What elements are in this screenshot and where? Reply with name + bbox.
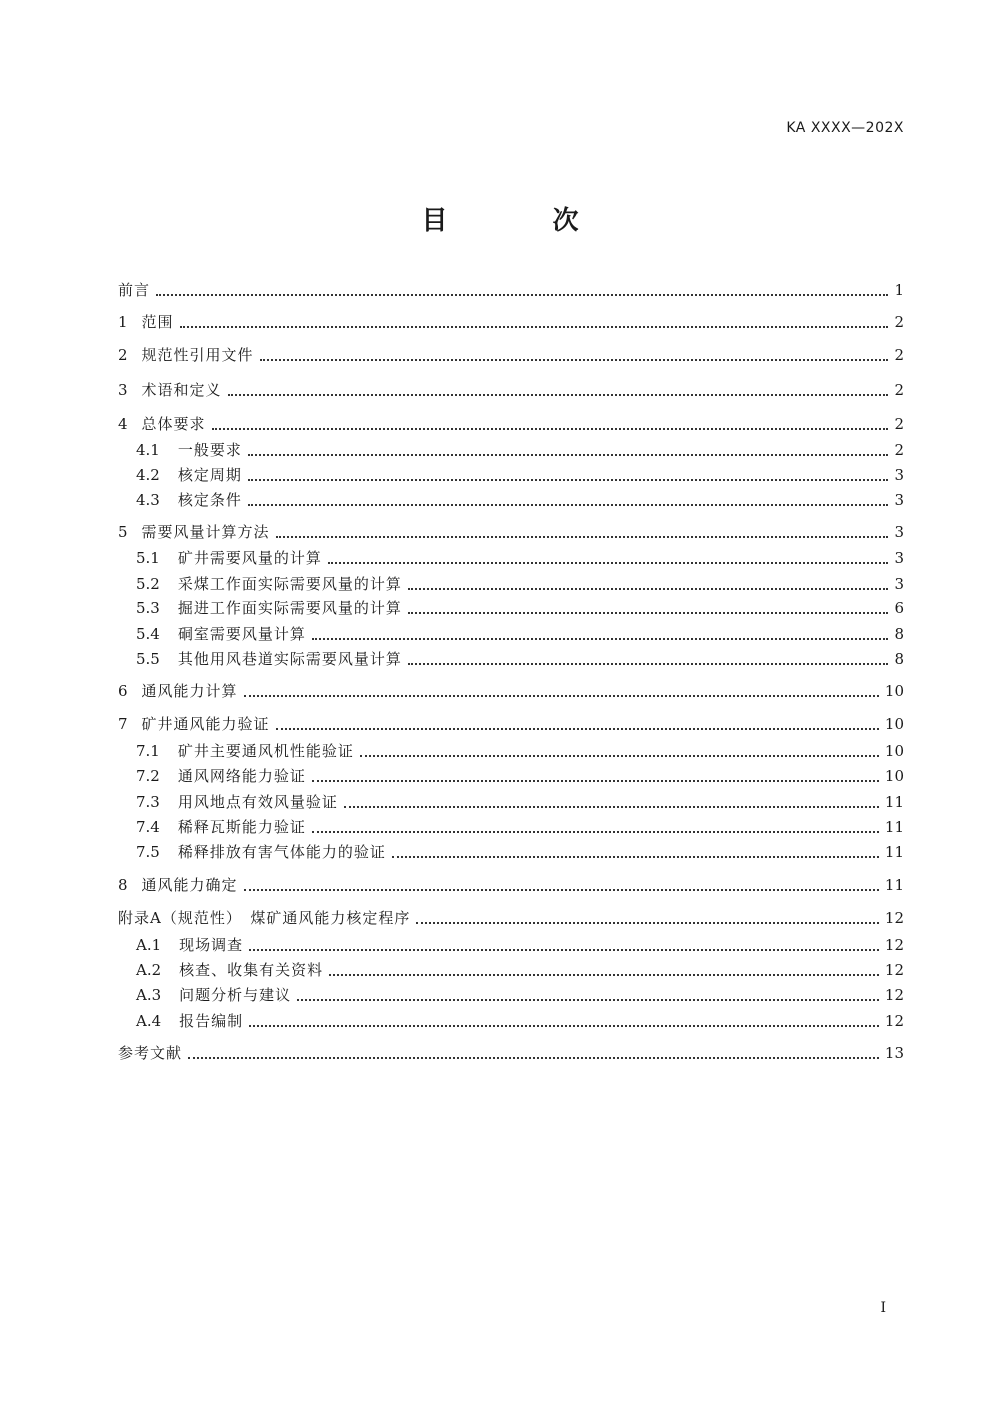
toc-entry-title: 范围 [141, 313, 174, 331]
toc-entry-page: 10 [884, 715, 904, 733]
toc-leader-dots [328, 540, 888, 564]
toc-entry-title: 问题分析与建议 [179, 986, 292, 1004]
toc-leader-dots [360, 733, 879, 757]
toc-entry-number: 3 [118, 381, 128, 399]
toc-entry-number: A.2 [136, 961, 162, 979]
toc-entry-number: 5.3 [136, 599, 160, 617]
toc-entry-page: 3 [894, 491, 904, 509]
toc-entry-title: 核定周期 [177, 466, 242, 484]
toc-leader-dots [248, 432, 888, 456]
toc-leader-dots [416, 900, 879, 924]
toc-entry-page: 12 [884, 936, 904, 954]
toc-leader-dots [312, 616, 888, 640]
toc-entry-page: 2 [894, 346, 904, 364]
toc-entry-number: 5.5 [136, 650, 160, 668]
toc-entry-title: 参考文献 [118, 1044, 183, 1062]
toc-entry-title: 一般要求 [177, 441, 242, 459]
toc-entry-page: 8 [894, 650, 904, 668]
toc-entry-page: 10 [884, 767, 904, 785]
toc-title: 目 次 [421, 206, 627, 236]
toc-entry-number: 7.3 [136, 793, 160, 811]
toc-entry-number: 6 [118, 682, 128, 700]
toc-entry-page: 12 [884, 1012, 904, 1030]
toc-leader-dots [248, 482, 888, 506]
toc-entry[interactable] [136, 841, 904, 863]
toc-entry[interactable] [118, 379, 904, 401]
toc-entry[interactable] [118, 680, 904, 702]
toc-entry-number: 5 [118, 523, 128, 541]
toc-entry-number: 7.5 [136, 843, 160, 861]
toc-entry-number: 8 [118, 876, 128, 894]
toc-entry-number: 4.3 [136, 491, 160, 509]
toc-entry-number: 2 [118, 346, 128, 364]
toc-leader-dots [180, 304, 888, 328]
toc-leader-dots [312, 758, 879, 782]
page-number: I [880, 1300, 886, 1316]
toc-entry-number: A.1 [136, 936, 162, 954]
toc-leader-dots [249, 927, 879, 951]
toc-entry-number: 1 [118, 313, 128, 331]
toc-entry-number: 4.1 [136, 441, 160, 459]
toc-entry-title: 术语和定义 [141, 381, 222, 399]
toc-leader-dots [408, 590, 888, 614]
toc-leader-dots [244, 867, 879, 891]
toc-entry-title: 矿井需要风量的计算 [177, 549, 322, 567]
toc-entry-number: 5.4 [136, 625, 160, 643]
toc-entry[interactable] [118, 311, 904, 333]
toc-entry-title: 硐室需要风量计算 [177, 625, 306, 643]
toc-entry-title: 报告编制 [179, 1012, 244, 1030]
toc-entry-title: 稀释排放有害气体能力的验证 [177, 843, 386, 861]
toc-entry-page: 10 [884, 682, 904, 700]
toc-entry-page: 11 [884, 876, 904, 894]
toc-leader-dots [276, 514, 888, 538]
toc-entry[interactable] [118, 1042, 904, 1064]
toc-entry-page: 3 [894, 549, 904, 567]
toc-leader-dots [248, 457, 888, 481]
toc-leader-dots [188, 1035, 879, 1059]
toc-leader-dots [249, 1003, 879, 1027]
toc-entry-title: 采煤工作面实际需要风量的计算 [177, 575, 402, 593]
toc-entry-title: 规范性引用文件 [141, 346, 254, 364]
toc-entry-number: 4 [118, 415, 128, 433]
toc-leader-dots [392, 834, 879, 858]
toc-leader-dots [297, 977, 879, 1001]
toc-entry[interactable] [136, 1010, 904, 1032]
toc-entry-number: 5.1 [136, 549, 160, 567]
toc-entry-page: 12 [884, 961, 904, 979]
toc-entry-page: 13 [884, 1044, 904, 1062]
toc-entry[interactable] [118, 279, 904, 301]
toc-leader-dots [276, 706, 879, 730]
toc-entry-page: 3 [894, 575, 904, 593]
toc-entry-title: 稀释瓦斯能力验证 [177, 818, 306, 836]
toc-entry-title: 核查、收集有关资料 [179, 961, 324, 979]
toc-entry-number: 5.2 [136, 575, 160, 593]
toc-entry-title: 通风能力确定 [141, 876, 238, 894]
toc-entry[interactable] [136, 648, 904, 670]
toc-entry-title: 前言 [118, 281, 151, 299]
toc-leader-dots [344, 784, 879, 808]
toc-entry[interactable] [118, 874, 904, 896]
toc-leader-dots [329, 952, 879, 976]
toc-entry-number: 7.2 [136, 767, 160, 785]
toc-entry-title: 总体要求 [141, 415, 206, 433]
toc-entry-title: 掘进工作面实际需要风量的计算 [177, 599, 402, 617]
toc-entry-title: 通风能力计算 [141, 682, 238, 700]
toc-leader-dots [244, 673, 879, 697]
toc-entry-title: 核定条件 [177, 491, 242, 509]
toc-entry-page: 11 [884, 793, 904, 811]
document-code: KA XXXX—202X [786, 120, 904, 136]
toc-entry-title: 矿井通风能力验证 [141, 715, 270, 733]
toc-entry-title: 需要风量计算方法 [141, 523, 270, 541]
toc-entry-page: 6 [894, 599, 904, 617]
toc-entry-page: 11 [884, 843, 904, 861]
toc-entry-number: 4.2 [136, 466, 160, 484]
toc-leader-dots [408, 566, 888, 590]
toc-entry-page: 12 [884, 909, 904, 927]
toc-entry[interactable] [118, 907, 904, 929]
toc-entry-number: 7.4 [136, 818, 160, 836]
toc-entry-page: 1 [894, 281, 904, 299]
toc-entry-page: 2 [894, 441, 904, 459]
toc-leader-dots [312, 809, 879, 833]
toc-entry-title: 现场调查 [179, 936, 244, 954]
toc-leader-dots [156, 272, 888, 296]
toc-entry-title: 附录A（规范性） 煤矿通风能力核定程序 [118, 909, 411, 927]
toc-entry-page: 8 [894, 625, 904, 643]
toc-entry[interactable] [118, 713, 904, 735]
toc-entry-title: 通风网络能力验证 [177, 767, 306, 785]
toc-entry-title: 用风地点有效风量验证 [177, 793, 338, 811]
toc-entry-page: 3 [894, 523, 904, 541]
toc-entry[interactable] [136, 489, 904, 511]
toc-entry-page: 2 [894, 415, 904, 433]
toc-entry-page: 12 [884, 986, 904, 1004]
toc-entry-page: 11 [884, 818, 904, 836]
toc-entry-number: 7 [118, 715, 128, 733]
toc-entry-number: A.4 [136, 1012, 162, 1030]
toc-entry[interactable] [118, 344, 904, 366]
toc-entry-page: 2 [894, 381, 904, 399]
toc-leader-dots [212, 406, 888, 430]
toc-entry-title: 其他用风巷道实际需要风量计算 [177, 650, 402, 668]
toc-entry-number: A.3 [136, 986, 162, 1004]
toc-entry-number: 7.1 [136, 742, 160, 760]
toc-leader-dots [408, 641, 888, 665]
toc-leader-dots [228, 372, 888, 396]
toc-leader-dots [260, 337, 888, 361]
toc-entry-page: 3 [894, 466, 904, 484]
toc-entry-page: 2 [894, 313, 904, 331]
toc-entry-title: 矿井主要通风机性能验证 [177, 742, 354, 760]
toc-entry-page: 10 [884, 742, 904, 760]
